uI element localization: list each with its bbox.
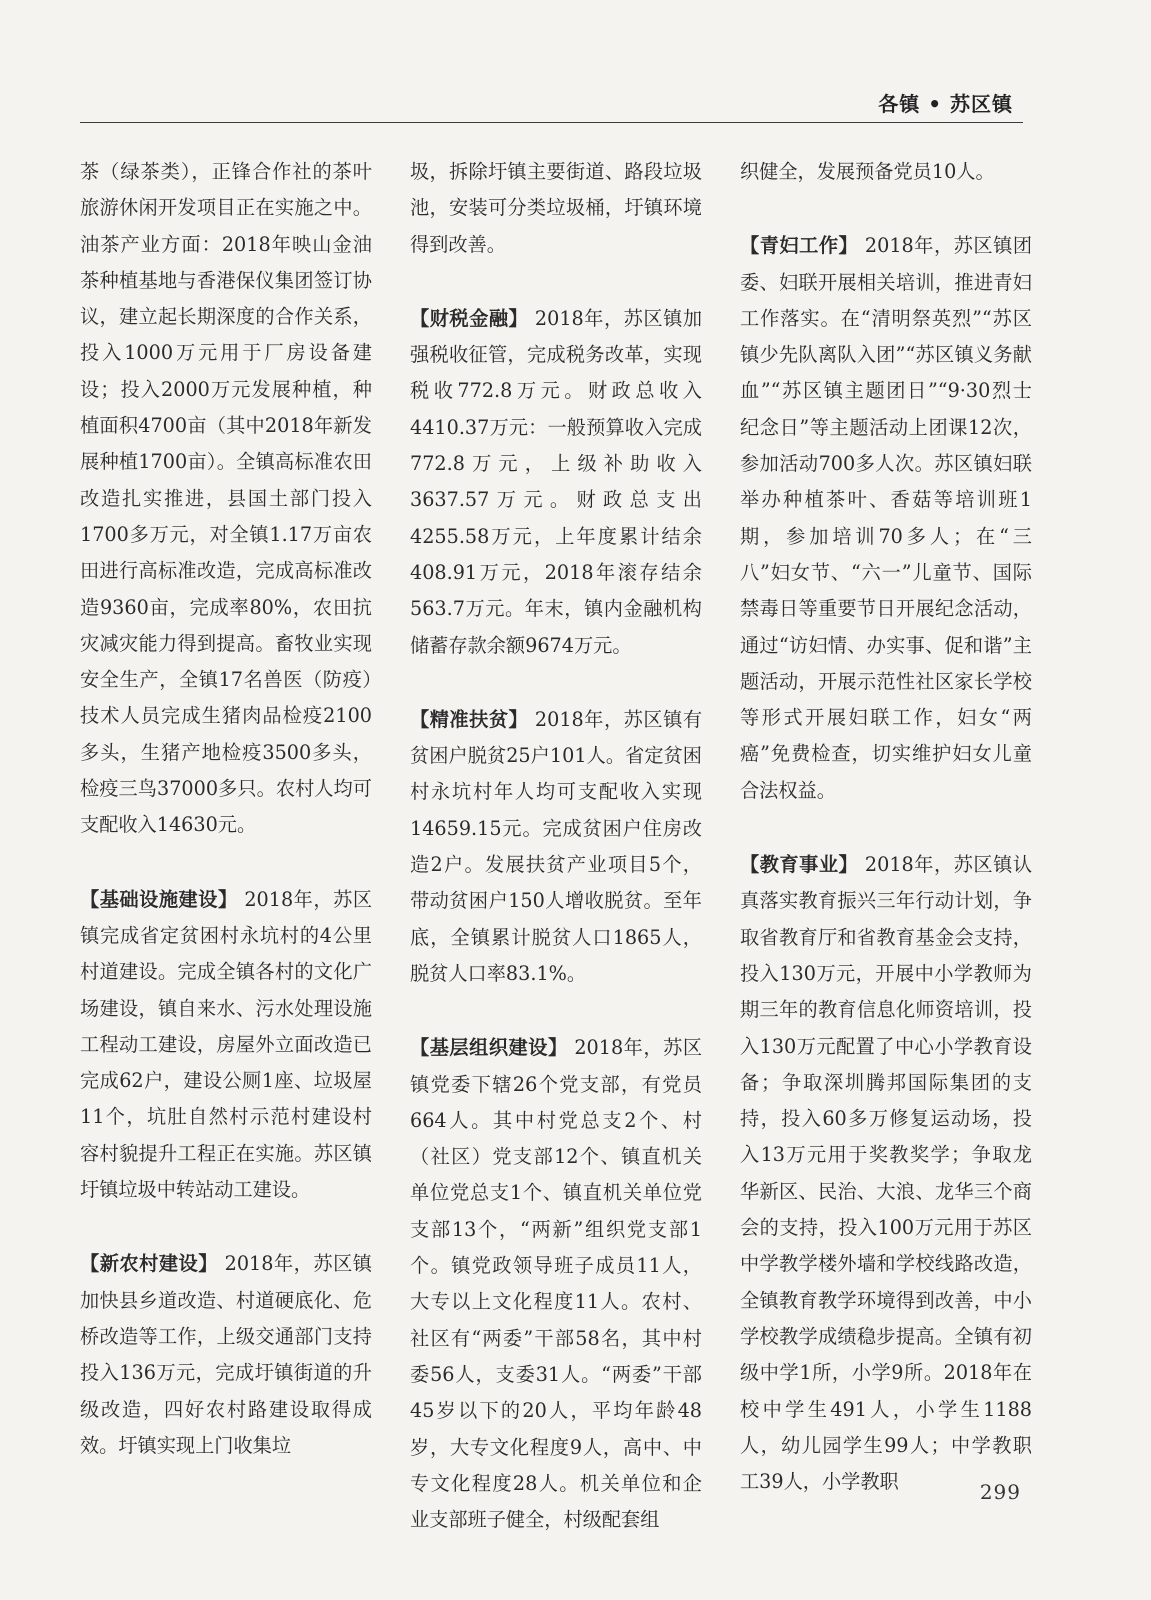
- running-header: [80, 86, 1023, 123]
- paragraph: 【财税金融】 2018年，苏区镇加强税收征管，完成税务改革，实现税收772.8万元。财政总收入4410.37万元：一般预算收入完成772.8万元，上级补助收入3637.57万元。财政总支出4255.58万元，上年度累计结余408.91万元，2018年滚存结余563.7万元。年末，镇内金融机构储蓄存款余额9674万元。: [410, 306, 703, 657]
- column-2: [410, 154, 702, 1538]
- section-lead: 【精准扶贫】: [410, 707, 529, 731]
- paragraph: 【新农村建设】 2018年，苏区镇加快县乡道改造、村道硬底化、危桥改造等工作，上级交通部门支持投入136万元，完成圩镇街道的升级改造，四好农村路建设取得成效。圩镇实现上门收集垃: [80, 1252, 372, 1457]
- section-lead: 【基础设施建设】: [80, 887, 238, 911]
- section-lead: 【财税金融】: [410, 306, 529, 330]
- page-number: 299: [979, 1480, 1021, 1504]
- paragraph: 【基础设施建设】 2018年，苏区镇完成省定贫困村永坑村的4公里村道建设。完成全镇各村的文化广场建设，镇自来水、污水处理设施工程动工建设，房屋外立面改造已完成62户，建设公厕1座、垃圾屋11个，坑肚自然村示范村建设村容村貌提升工程正在实施。苏区镇圩镇垃圾中转站动工建设。: [80, 887, 373, 1202]
- section-lead: 【教育事业】: [740, 853, 859, 877]
- paragraph: 茶（绿茶类），正锋合作社的茶叶旅游休闲开发项目正在实施之中。油茶产业方面：2018年映山金油茶种植基地与香港保仪集团签订协议，建立起长期深度的合作关系，投入1000万元用于厂房设备建设；投入2000万元发展种植，种植面积4700亩（其中2018年新发展种植1700亩）。全镇高标准农田改造扎实推进，县国土部门投入1700多万元，对全镇1.17万亩农田进行高标准改造，完成高标准改造9360亩，完成率80%，农田抗灾减灾能力得到提高。畜牧业实现安全生产，全镇17名兽医（防疫）技术人员完成生猪肉品检疫2100多头，生猪产地检疫3500多头，检疫三鸟37000多只。农村人均可支配收入14630元。: [80, 160, 372, 837]
- paragraph: 【教育事业】 2018年，苏区镇认真落实教育振兴三年行动计划，争取省教育厅和省教育基金会支持，投入130万元，开展中小学教师为期三年的教育信息化师资培训，投入130万元配置了中心小学教育设备；争取深圳腾邦国际集团的支持，投入60多万修复运动场，投入13万元用于奖教奖学；争取龙华新区、民治、大浪、龙华三个商会的支持，投入100万元用于苏区中学教学楼外墙和学校线路改造，全镇教育教学环境得到改善，中小学校教学成绩稳步提高。全镇有初级中学1所，小学9所。2018年在校中学生491人，小学生1188人，幼儿园学生99人；中学教职工39人，小学教职: [740, 853, 1033, 1494]
- paragraph: 【基层组织建设】 2018年，苏区镇党委下辖26个党支部，有党员664人。其中村党总支2个、村（社区）党支部12个、镇直机关单位党总支1个、镇直机关单位党支部13个，“两新”组织党支部1个。镇党政领导班子成员11人，大专以上文化程度11人。农村、社区有“两委”干部58名，其中村委56人，支委31人。“两委”干部45岁以下的20人，平均年龄48岁，大专文化程度9人，高中、中专文化程度28人。机关单位和企业支部班子健全，村级配套组: [410, 1036, 703, 1532]
- column-3: [740, 154, 1032, 1500]
- paragraph: 【精准扶贫】 2018年，苏区镇有贫困户脱贫25户101人。省定贫困村永坑村年人均可支配收入实现14659.15元。完成贫困户住房改造2户。发展扶贫产业项目5个，带动贫困户150人增收脱贫。至年底，全镇累计脱贫人口1865人，脱贫人口率83.1%。: [410, 707, 703, 985]
- section-lead: 【青妇工作】: [740, 234, 859, 258]
- paragraph: 【青妇工作】 2018年，苏区镇团委、妇联开展相关培训，推进青妇工作落实。在“清明祭英烈”“苏区镇少先队离队入团”“苏区镇义务献血”“苏区镇主题团日”“9·30烈士纪念日”等主题活动上团课12次，参加活动700多人次。苏区镇妇联举办种植茶叶、香菇等培训班1期，参加培训70多人；在“三八”妇女节、“六一”儿童节、国际禁毒日等重要节日开展纪念活动，通过“访妇情、办实事、促和谐”主题活动，开展示范性社区家长学校等形式开展妇联工作，妇女“两癌”免费检查，切实维护妇女儿童合法权益。: [740, 234, 1033, 802]
- column-1: [80, 154, 372, 1464]
- header-title: 各镇 • 苏区镇: [878, 92, 1013, 116]
- paragraph: 织健全，发展预备党员10人。: [740, 160, 995, 183]
- paragraph: 圾，拆除圩镇主要街道、路段垃圾池，安装可分类垃圾桶，圩镇环境得到改善。: [410, 160, 702, 256]
- section-lead: 【基层组织建设】: [410, 1036, 568, 1060]
- section-lead: 【新农村建设】: [80, 1252, 218, 1276]
